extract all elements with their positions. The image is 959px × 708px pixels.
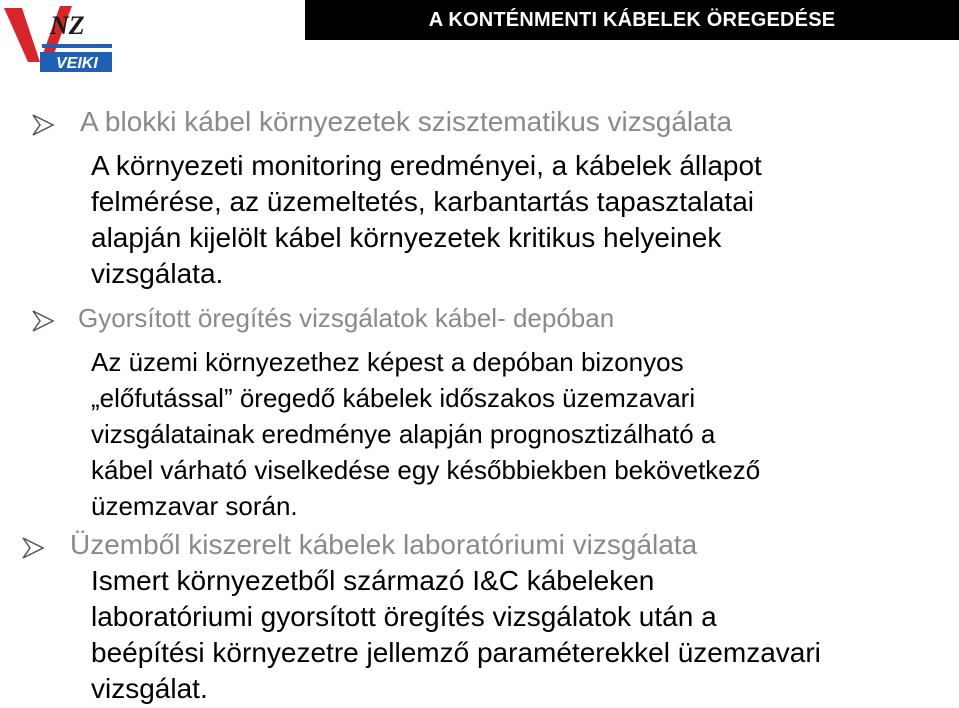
arrow-bullet-icon: [30, 112, 56, 138]
arrow-bullet-icon: [30, 308, 56, 334]
section-body-3: Ismert környezetből származó I&C kábeleken laboratóriumi gyorsított öregítés vizsgálatok után a beépítési környezetre jellemző paraméterekkel üzemzavari vizsgálat.: [91, 565, 821, 704]
slide-title: A KONTÉNMENTI KÁBELEK ÖREGEDÉSE: [305, 0, 959, 40]
svg-text:NZ: NZ: [50, 11, 85, 40]
section-body-1: A környezeti monitoring eredményei, a kábelek állapot felmérése, az üzemeltetés, karbantartás tapasztalatai alapján kijelölt kábel környezetek kritikus helyeinek vizsgálata.: [91, 150, 762, 289]
section-body-2: Az üzemi környezethez képest a depóban bizonyos „előfutással” öregedő kábelek időszakos üzemzavari vizsgálatainak eredménye alapján prognosztizálható a kábel várható viselkedése egy későbbiekben bekövetkező üzemzavar során.: [91, 347, 761, 521]
svg-text:VEIKI: VEIKI: [56, 55, 98, 72]
section-heading-1: A blokki kábel környezetek szisztematikus vizsgálata: [80, 106, 733, 137]
section-heading-2: Gyorsított öregítés vizsgálatok kábel- depóban: [78, 303, 615, 333]
arrow-bullet-icon: [20, 535, 46, 561]
section-heading-3: Üzemből kiszerelt kábelek laboratóriumi vizsgálata: [70, 529, 698, 560]
